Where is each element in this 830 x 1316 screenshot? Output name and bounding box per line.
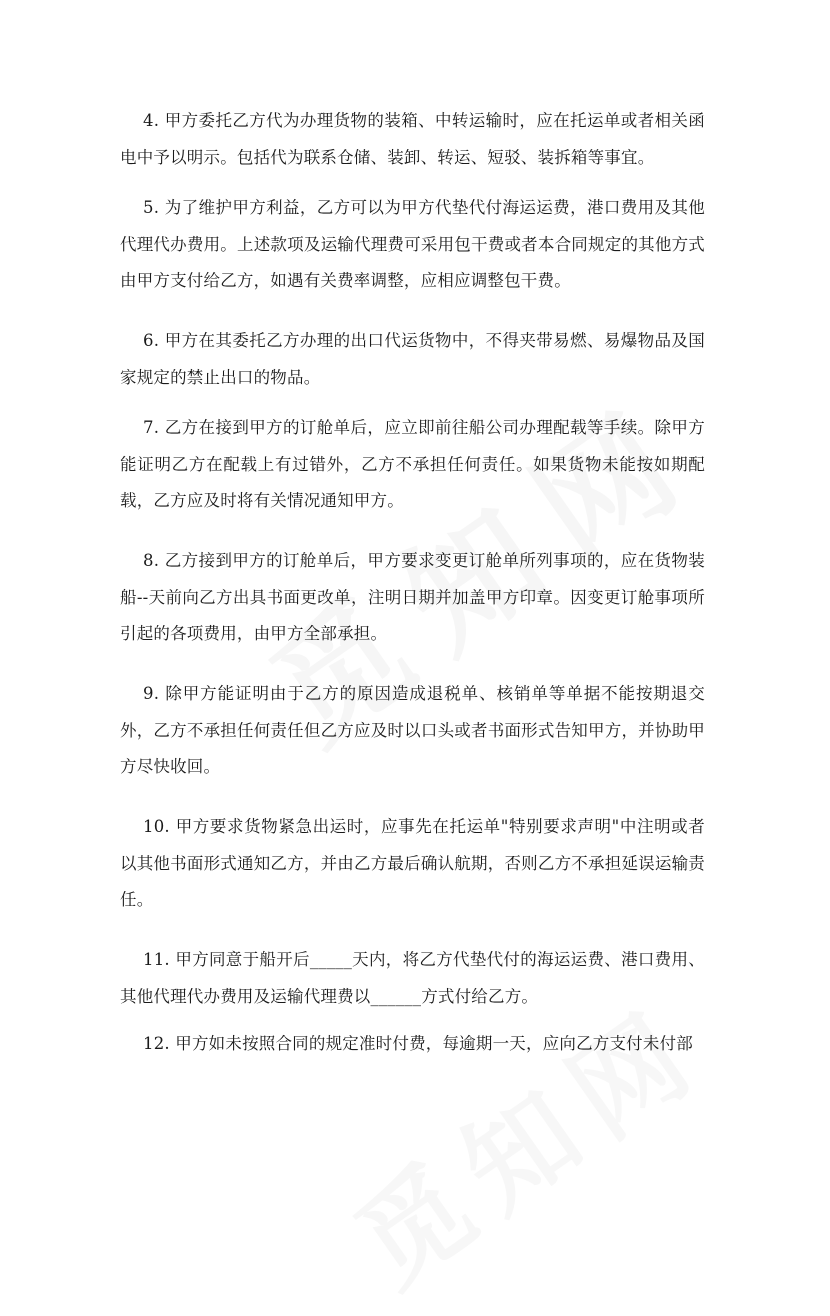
clause-4: 4. 甲方委托乙方代为办理货物的装箱、中转运输时，应在托运单或者相关函电中予以明示。包括代为联系仓储、装卸、转运、短驳、装拆箱等事宜。 bbox=[120, 111, 705, 167]
clause-5: 5. 为了维护甲方利益，乙方可以为甲方代垫代付海运运费，港口费用及其他代理代办费用。上述款项及运输代理费可采用包干费或者本合同规定的其他方式由甲方支付给乙方，如遇有关费率调整，应相应调整包干费。 bbox=[120, 198, 705, 290]
clause-6: 6. 甲方在其委托乙方办理的出口代运货物中，不得夹带易燃、易爆物品及国家规定的禁止出口的物品。 bbox=[120, 331, 705, 387]
clause-11: 11. 甲方同意于船开后_____天内，将乙方代垫代付的海运运费、港口费用、其他代理代办费用及运输代理费以______方式付给乙方。 bbox=[120, 950, 705, 1006]
clause-7: 7. 乙方在接到甲方的订舱单后，应立即前往船公司办理配载等手续。除甲方能证明乙方在配载上有过错外，乙方不承担任何责任。如果货物未能按如期配载，乙方应及时将有关情况通知甲方。 bbox=[120, 418, 705, 510]
clause-9: 9. 除甲方能证明由于乙方的原因造成退税单、核销单等单据不能按期退交外，乙方不承担任何责任但乙方应及时以口头或者书面形式告知甲方，并协助甲方尽快收回。 bbox=[120, 684, 705, 776]
clause-8: 8. 乙方接到甲方的订舱单后，甲方要求变更订舱单所列事项的，应在货物装船--天前向乙方出具书面更改单，注明日期并加盖甲方印章。因变更订舱事项所引起的各项费用，由甲方全部承担。 bbox=[120, 551, 705, 643]
clause-12: 12. 甲方如未按照合同的规定准时付费，每逾期一天，应向乙方支付未付部 bbox=[143, 1034, 693, 1053]
clause-10: 10. 甲方要求货物紧急出运时，应事先在托运单"特别要求声明"中注明或者以其他书面形式通知乙方，并由乙方最后确认航期，否则乙方不承担延误运输责任。 bbox=[120, 817, 705, 909]
watermark bbox=[320, 962, 730, 1315]
